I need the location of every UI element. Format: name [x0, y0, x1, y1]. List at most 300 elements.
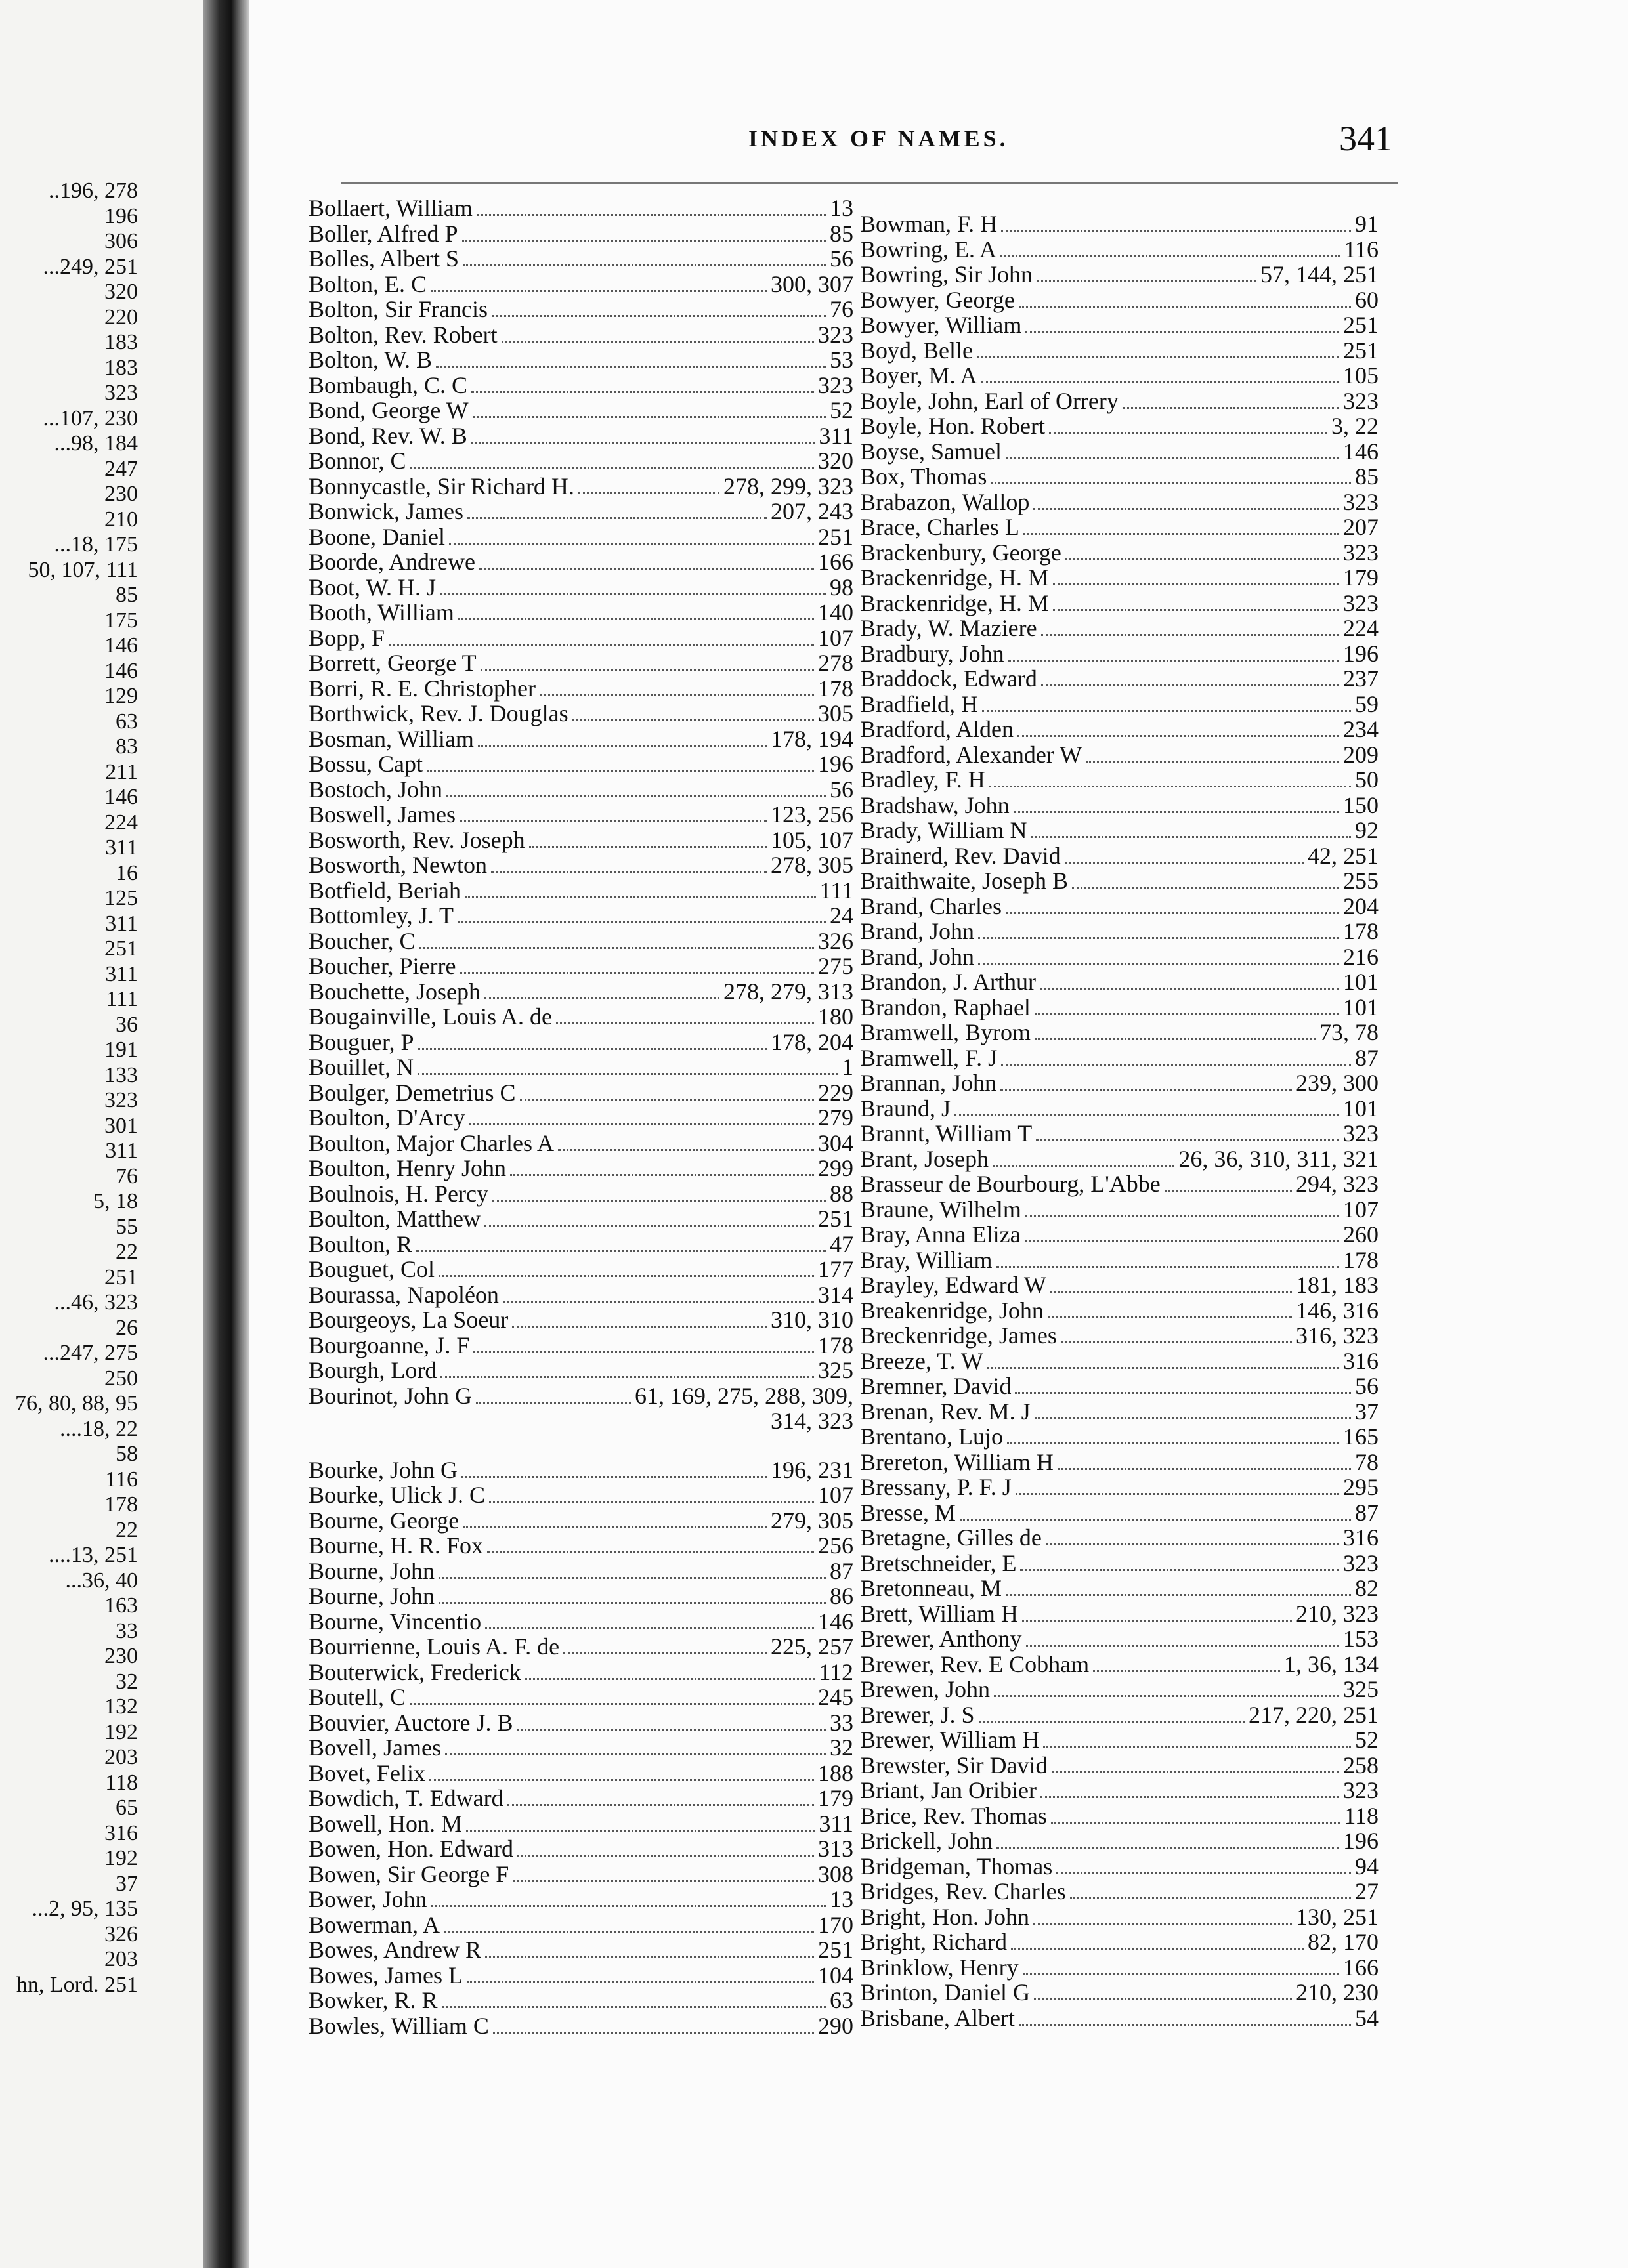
leader-dots — [987, 1367, 1339, 1369]
leader-dots — [439, 1275, 814, 1277]
entry-pages: 316 — [1343, 1347, 1379, 1374]
left-page-number: 36 — [116, 1012, 138, 1037]
entry-name: Brannt, William T — [860, 1120, 1033, 1146]
leader-dots — [558, 1149, 814, 1151]
entry-name: Bourne, Vincentio — [309, 1608, 482, 1635]
leader-dots — [462, 240, 826, 242]
leader-dots — [981, 381, 1339, 383]
left-page-number: 129 — [104, 684, 138, 708]
left-page-number: 306 — [104, 229, 138, 253]
index-entry — [860, 413, 1379, 439]
index-entry — [309, 1482, 853, 1508]
index-entry — [309, 751, 853, 777]
index-entry — [309, 878, 853, 904]
index-entry — [309, 828, 853, 853]
entry-name: Brinklow, Henry — [860, 1954, 1019, 1981]
index-entry — [309, 1584, 853, 1609]
entry-pages: 27 — [1355, 1878, 1379, 1904]
entry-name: Brewer, Anthony — [860, 1626, 1022, 1652]
index-entry — [309, 2013, 853, 2039]
entry-name: Boswell, James — [309, 801, 456, 828]
entry-pages: 239, 300 — [1296, 1070, 1379, 1096]
left-page-number: 37 — [116, 1871, 138, 1896]
entry-pages: 47 — [830, 1230, 853, 1257]
leader-dots — [1072, 887, 1339, 889]
entry-pages: 52 — [1355, 1727, 1379, 1753]
entry-name: Boulton, Matthew — [309, 1206, 481, 1232]
entry-pages: 123, 256 — [771, 801, 853, 828]
entry-name: Braddock, Edward — [860, 665, 1037, 692]
entry-name: Bowman, F. H — [860, 211, 998, 237]
entry-pages: 216 — [1343, 943, 1379, 970]
leader-dots — [460, 820, 767, 822]
left-page-number: 250 — [104, 1366, 138, 1391]
index-entry — [309, 448, 853, 474]
entry-pages: 316, 323 — [1296, 1322, 1379, 1349]
leader-dots — [466, 1830, 815, 1832]
index-entry — [309, 1887, 853, 1912]
entry-name: Brady, William N — [860, 817, 1027, 843]
entry-name: Brewer, William H — [860, 1727, 1040, 1753]
entry-pages: 299 — [818, 1155, 853, 1181]
entry-name: Bourne, George — [309, 1507, 460, 1534]
index-entry — [860, 1374, 1379, 1399]
entry-pages: 278 — [818, 650, 853, 676]
entry-pages: 304 — [818, 1129, 853, 1156]
entry-name: Bourgoanne, J. F — [309, 1332, 470, 1358]
entry-name: Bouguet, Col — [309, 1256, 435, 1282]
entry-name: Bougainville, Louis A. de — [309, 1003, 552, 1030]
index-entry — [860, 1854, 1379, 1880]
entry-name: Bovet, Felix — [309, 1759, 425, 1786]
entry-pages: 180 — [818, 1003, 853, 1030]
leader-dots — [978, 963, 1339, 965]
page-header-title: INDEX OF NAMES. — [748, 125, 1009, 152]
left-page-number: 323 — [104, 1088, 138, 1112]
entry-name: Boyd, Belle — [860, 337, 973, 364]
index-entry — [860, 211, 1379, 237]
index-entry — [309, 221, 853, 247]
entry-name: Boyle, John, Earl of Orrery — [860, 387, 1119, 414]
leader-dots — [473, 416, 826, 418]
entry-name: Bresse, M — [860, 1499, 956, 1526]
leader-dots — [445, 1754, 826, 1755]
leader-dots — [1020, 1569, 1339, 1571]
leader-dots — [416, 1250, 826, 1252]
index-entry — [309, 575, 853, 600]
leader-dots — [1040, 1796, 1339, 1798]
index-entry — [860, 1727, 1379, 1753]
index-entry — [860, 1626, 1379, 1652]
entry-pages: 73, 78 — [1319, 1019, 1379, 1045]
index-entry — [860, 1045, 1379, 1071]
entry-pages: 305 — [818, 700, 853, 726]
entry-name: Bourgeoys, La Soeur — [309, 1307, 509, 1333]
index-entry — [309, 1232, 853, 1257]
index-entry — [860, 1424, 1379, 1450]
entry-pages: 52 — [830, 397, 853, 423]
entry-name: Boucher, Pierre — [309, 953, 456, 979]
leader-dots — [1058, 1468, 1351, 1470]
entry-pages: 54 — [1355, 2004, 1379, 2031]
entry-name: Bramwell, F. J — [860, 1044, 998, 1071]
left-page-number: 224 — [104, 810, 138, 835]
leader-dots — [1018, 735, 1339, 737]
leader-dots — [993, 1165, 1174, 1167]
index-entry — [860, 1828, 1379, 1854]
entry-pages: 258 — [1343, 1752, 1379, 1778]
index-entry — [309, 373, 853, 398]
left-page-number: 111 — [106, 987, 138, 1011]
entry-pages: 209 — [1343, 741, 1379, 768]
leader-dots — [1025, 1215, 1339, 1217]
entry-name: Bourne, John — [309, 1583, 435, 1609]
entry-name: Bretagne, Gilles de — [860, 1524, 1042, 1551]
entry-pages: 237 — [1343, 665, 1379, 692]
entry-pages: 101 — [1343, 994, 1379, 1020]
leader-dots — [1025, 1240, 1339, 1242]
entry-name: Boyle, Hon. Robert — [860, 413, 1045, 439]
entry-pages: 87 — [1355, 1499, 1379, 1526]
index-entry — [860, 969, 1379, 995]
entry-pages: 59 — [1355, 690, 1379, 717]
entry-name: Bouguer, P — [309, 1028, 414, 1055]
entry-pages: 53 — [830, 346, 853, 373]
leader-dots — [1053, 583, 1339, 585]
entry-pages: 140 — [818, 599, 853, 625]
leader-dots — [1000, 255, 1340, 257]
entry-pages: 310, 310 — [771, 1307, 853, 1333]
entry-name: Brandon, J. Arthur — [860, 969, 1036, 995]
leader-dots — [467, 1981, 814, 1983]
index-entry — [309, 979, 853, 1005]
index-entry — [860, 818, 1379, 843]
entry-pages: 107 — [1343, 1196, 1379, 1223]
entry-pages: 251 — [818, 1937, 853, 1963]
entry-name: Brewer, Rev. E Cobham — [860, 1650, 1090, 1677]
entry-name: Bond, George W — [309, 397, 469, 423]
leader-dots — [410, 1703, 814, 1705]
entry-pages: 146, 316 — [1296, 1297, 1379, 1324]
entry-pages: 279, 305 — [771, 1507, 853, 1534]
leader-dots — [431, 290, 767, 292]
index-entry — [309, 196, 853, 221]
entry-name: Box, Thomas — [860, 463, 987, 490]
entry-pages: 323 — [1343, 539, 1379, 566]
entry-name: Brewer, J. S — [860, 1701, 975, 1728]
leader-dots — [1056, 1872, 1351, 1874]
leader-dots — [1051, 1822, 1340, 1824]
leader-dots — [512, 1326, 767, 1328]
entry-pages: 314 — [818, 1281, 853, 1308]
entry-pages: 313 — [818, 1836, 853, 1862]
entry-pages: 323 — [818, 321, 853, 348]
leader-dots — [1041, 684, 1339, 686]
entry-pages: 85 — [1355, 463, 1379, 490]
entry-name: Brisbane, Albert — [860, 2004, 1015, 2031]
left-page-number: 76, 80, 88, 95 — [15, 1391, 138, 1416]
left-page-number: 85 — [116, 583, 138, 607]
entry-pages: 42, 251 — [1308, 842, 1379, 869]
index-entry — [309, 1383, 853, 1409]
index-entry — [860, 793, 1379, 818]
leader-dots — [463, 1526, 767, 1528]
index-entry — [860, 2006, 1379, 2031]
left-page-number: 76 — [116, 1164, 138, 1188]
index-entry — [860, 1879, 1379, 1904]
index-entry — [309, 1912, 853, 1938]
leader-dots — [1036, 1139, 1339, 1141]
entry-pages: 311 — [819, 1810, 853, 1837]
entry-pages: 105 — [1343, 362, 1379, 388]
left-page — [0, 0, 204, 2268]
index-entry — [860, 1171, 1379, 1197]
leader-dots — [467, 517, 767, 519]
entry-name: Brannan, John — [860, 1070, 996, 1096]
index-entry — [309, 1105, 853, 1131]
entry-pages: 166 — [1343, 1954, 1379, 1981]
entry-name: Bovell, James — [309, 1734, 441, 1761]
index-entry — [860, 1323, 1379, 1349]
leader-dots — [1007, 1442, 1339, 1444]
leader-dots — [440, 593, 826, 595]
entry-pages: 316 — [1343, 1524, 1379, 1551]
leader-dots — [439, 1602, 826, 1604]
entry-name: Bradshaw, John — [860, 791, 1010, 818]
entry-name: Boulnois, H. Percy — [309, 1180, 488, 1207]
entry-name: Bowring, Sir John — [860, 261, 1033, 287]
leader-dots — [444, 1931, 814, 1933]
entry-pages: 323 — [1343, 1777, 1379, 1803]
leader-dots — [540, 694, 814, 696]
index-entry — [860, 1070, 1379, 1096]
index-entry — [860, 641, 1379, 667]
index-entry — [309, 1533, 853, 1559]
index-entry — [309, 600, 853, 625]
left-page-number: 192 — [104, 1846, 138, 1870]
entry-pages: 88 — [830, 1180, 853, 1207]
entry-name: Bright, Hon. John — [860, 1903, 1030, 1930]
entry-pages: 146 — [818, 1608, 853, 1635]
entry-name: Bouchette, Joseph — [309, 978, 481, 1005]
leader-dots — [994, 1695, 1339, 1697]
entry-pages: 210, 323 — [1296, 1600, 1379, 1627]
entry-pages: 179 — [1343, 564, 1379, 591]
index-entry — [860, 1955, 1379, 1981]
leader-dots — [429, 1779, 814, 1781]
left-page-number: 220 — [104, 304, 138, 329]
entry-pages: 308 — [818, 1860, 853, 1887]
index-entry — [309, 1156, 853, 1181]
entry-pages: 323 — [1343, 1120, 1379, 1146]
entry-pages: 325 — [1343, 1676, 1379, 1702]
index-entry — [860, 262, 1379, 287]
left-page-number: 5, 18 — [93, 1189, 138, 1213]
entry-name: Bowyer, George — [860, 286, 1015, 313]
entry-name: Bostoch, John — [309, 776, 443, 803]
entry-pages: 225, 257 — [771, 1633, 853, 1660]
index-entry — [860, 919, 1379, 944]
left-page-number: 323 — [104, 381, 138, 405]
left-page-number: 311 — [105, 911, 138, 936]
entry-pages: 178 — [818, 1332, 853, 1358]
entry-name: Brant, Joseph — [860, 1145, 989, 1172]
index-entry — [860, 1450, 1379, 1475]
leader-dots — [469, 1124, 814, 1125]
entry-pages: 178, 194 — [771, 725, 853, 752]
leader-dots — [1041, 634, 1339, 636]
entry-name: Brackenbury, George — [860, 539, 1061, 566]
index-entry — [309, 650, 853, 676]
leader-dots — [1049, 432, 1327, 434]
index-entry — [309, 903, 853, 929]
entry-pages: 234 — [1343, 716, 1379, 742]
entry-name: Brice, Rev. Thomas — [860, 1802, 1047, 1829]
entry-name: Brickell, John — [860, 1828, 993, 1854]
entry-name: Bowen, Hon. Edward — [309, 1836, 513, 1862]
entry-pages: 56 — [830, 776, 853, 803]
leader-dots — [1050, 1291, 1292, 1293]
left-page-number: 22 — [116, 1240, 138, 1264]
entry-name: Breakenridge, John — [860, 1297, 1044, 1324]
leader-dots — [960, 1519, 1351, 1521]
leader-dots — [492, 315, 826, 317]
leader-dots — [458, 618, 814, 620]
index-column-1 — [309, 196, 853, 2038]
index-entry — [309, 1634, 853, 1660]
index-entry — [309, 1963, 853, 1988]
left-page-number: ...247, 275 — [43, 1341, 138, 1365]
left-page-number: 116 — [105, 1467, 138, 1492]
leader-dots — [1031, 836, 1351, 838]
left-page-number: 183 — [104, 330, 138, 354]
entry-name: Bowring, E. A — [860, 236, 997, 262]
index-entry — [309, 1761, 853, 1786]
index-entry — [309, 701, 853, 726]
entry-pages: 278, 279, 313 — [723, 978, 853, 1005]
index-entry — [860, 1929, 1379, 1955]
entry-pages: 56 — [1355, 1373, 1379, 1399]
left-page-number: ....13, 251 — [49, 1543, 138, 1567]
entry-pages: 178 — [1343, 918, 1379, 944]
leader-dots — [440, 1376, 814, 1378]
left-page-number: 58 — [116, 1442, 138, 1466]
index-entry — [860, 1222, 1379, 1248]
leader-dots — [436, 366, 826, 368]
index-entry — [309, 1836, 853, 1862]
entry-pages: 153 — [1343, 1626, 1379, 1652]
leader-dots — [419, 947, 814, 949]
entry-name: Briant, Jan Oribier — [860, 1777, 1037, 1803]
leader-dots — [1065, 558, 1339, 560]
left-page-number: 230 — [104, 482, 138, 506]
left-page-number: 63 — [116, 709, 138, 734]
entry-pages: 196 — [1343, 640, 1379, 667]
entry-pages: 170 — [818, 1911, 853, 1938]
entry-name: Breeze, T. W — [860, 1347, 983, 1374]
entry-pages: 13 — [830, 1886, 853, 1912]
index-entry — [860, 237, 1379, 262]
entry-pages: 82 — [1355, 1575, 1379, 1601]
entry-name: Brackenridge, H. M — [860, 564, 1049, 591]
index-entry — [309, 549, 853, 575]
index-entry — [309, 1735, 853, 1761]
index-entry — [860, 1525, 1379, 1551]
entry-name: Boulton, Henry John — [309, 1155, 506, 1181]
book-gutter — [204, 0, 249, 2268]
entry-name: Boutell, C — [309, 1684, 406, 1710]
leader-dots — [1033, 508, 1339, 510]
entry-pages: 217, 220, 251 — [1249, 1701, 1379, 1728]
left-page-number: 183 — [104, 355, 138, 380]
index-entry — [309, 1358, 853, 1383]
entry-name: Bowles, William C — [309, 2012, 489, 2039]
entry-name: Bradley, F. H — [860, 766, 985, 793]
index-entry — [860, 591, 1379, 616]
index-entry — [860, 742, 1379, 768]
entry-pages: 245 — [818, 1684, 853, 1710]
entry-name: Bouillet, N — [309, 1054, 414, 1080]
entry-pages: 290 — [818, 2012, 853, 2039]
entry-pages: 101 — [1343, 1095, 1379, 1122]
entry-pages: 251 — [1343, 312, 1379, 338]
entry-name: Bowdich, T. Edward — [309, 1785, 503, 1811]
index-entry — [309, 1685, 853, 1710]
index-entry — [860, 616, 1379, 641]
entry-name: Bossu, Capt — [309, 751, 423, 777]
left-page-number: 65 — [116, 1796, 138, 1820]
entry-pages: 224 — [1343, 615, 1379, 641]
left-page-number: 26 — [116, 1315, 138, 1340]
index-entry — [309, 272, 853, 297]
index-entry — [309, 726, 853, 752]
index-entry — [309, 1559, 853, 1584]
leader-dots — [1019, 306, 1351, 308]
entry-pages: 33 — [830, 1709, 853, 1736]
left-page-number: 326 — [104, 1922, 138, 1946]
entry-name: Boorde, Andrewe — [309, 549, 475, 575]
entry-name: Bosworth, Rev. Joseph — [309, 826, 525, 853]
leader-dots — [979, 1721, 1245, 1723]
leader-dots — [1023, 533, 1339, 535]
leader-dots — [1035, 1013, 1339, 1015]
entry-name: Bosworth, Newton — [309, 852, 487, 878]
entry-name: Brace, Charles L — [860, 514, 1019, 540]
leader-dots — [1035, 1418, 1351, 1419]
entry-name: Borri, R. E. Christopher — [309, 675, 536, 702]
entry-name: Bourassa, Napoléon — [309, 1281, 499, 1308]
entry-name: Bonnycastle, Sir Richard H. — [309, 472, 574, 499]
entry-name: Bramwell, Byrom — [860, 1019, 1031, 1045]
entry-name: Brand, Charles — [860, 892, 1002, 919]
entry-pages: 300, 307 — [771, 270, 853, 297]
left-page-number: 316 — [104, 1820, 138, 1845]
entry-pages: 178, 204 — [771, 1028, 853, 1055]
entry-pages: 251 — [818, 1206, 853, 1232]
entry-name: Boller, Alfred P — [309, 220, 458, 247]
left-page-number: ...46, 323 — [54, 1290, 138, 1314]
entry-name: Bray, William — [860, 1246, 993, 1273]
left-page-number: ...249, 251 — [43, 254, 138, 279]
entry-name: Bopp, F — [309, 624, 385, 651]
entry-name: Bolton, E. C — [309, 270, 427, 297]
left-page-number: ....18, 22 — [60, 1416, 138, 1441]
left-page-number: 55 — [116, 1214, 138, 1239]
leader-dots — [1025, 331, 1339, 333]
leader-dots — [1035, 1038, 1316, 1040]
leader-dots — [517, 1729, 826, 1731]
leader-dots — [1040, 988, 1339, 990]
